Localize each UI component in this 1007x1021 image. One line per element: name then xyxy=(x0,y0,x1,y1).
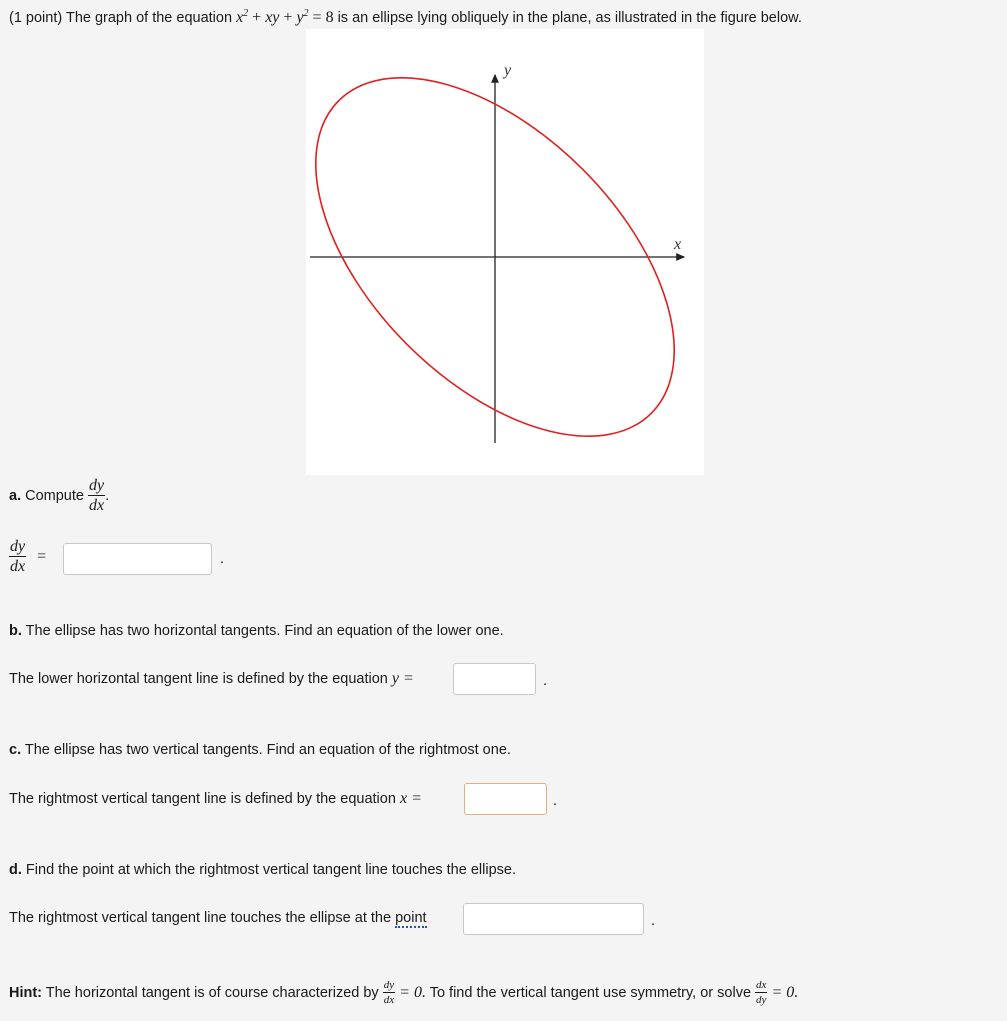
intro-text: (1 point) The graph of the equation xyxy=(9,10,233,26)
hint-fraction-dy-dx: $\frac{dy}{dx}$ xyxy=(383,979,395,1006)
answer-lhs-fraction: $\frac{dy}{dx}$ xyxy=(10,538,26,575)
part-d-question xyxy=(9,862,516,878)
part-d-question-text: Find the point at which the rightmost vertical tangent line touches the ellipse. xyxy=(25,862,516,878)
part-a-prompt: a. Compute $\frac{dy}{dx}$ . xyxy=(9,477,110,514)
ellipse-equation: $x^2$ + xy + $y^2 = 8$ xyxy=(236,8,334,26)
part-c-trailing: . xyxy=(553,793,558,809)
part-b-trailing: . xyxy=(543,673,548,689)
part-d-trailing: . xyxy=(651,913,656,929)
part-b-question xyxy=(9,623,504,639)
part-a-label: a. xyxy=(9,487,22,504)
part-a-prompt-text: Compute xyxy=(25,487,84,504)
ellipse-curve xyxy=(306,29,704,475)
equals-sign: = xyxy=(36,547,47,565)
part-c-question-text: The ellipse has two vertical tangents. Find an equation of the rightmost one. xyxy=(24,742,511,758)
part-c-answer-row xyxy=(9,790,422,808)
hint-text-1: The horizontal tangent is of course characterized by xyxy=(45,984,379,1001)
part-b-label: b. xyxy=(9,623,22,639)
part-b-question-text: The ellipse has two horizontal tangents. Find an equation of the lower one. xyxy=(25,623,504,639)
part-c-question xyxy=(9,742,511,758)
part-c-answer-prefix: The rightmost vertical tangent line is defined by the equation xyxy=(9,791,396,807)
hint-row xyxy=(9,980,798,1006)
part-a-answer-row xyxy=(9,539,47,575)
outro-text: is an ellipse lying obliquely in the plane, as illustrated in the figure below. xyxy=(337,10,802,26)
point-help-link[interactable]: point xyxy=(395,910,427,926)
ellipse-plot xyxy=(306,29,704,475)
equals-sign: = xyxy=(403,670,414,687)
var-x: x xyxy=(399,790,408,807)
problem-statement xyxy=(9,9,802,27)
part-d-answer-row xyxy=(9,910,427,926)
part-a-trailing: . xyxy=(220,551,225,567)
part-c-label: c. xyxy=(9,742,22,758)
answer-input-b[interactable] xyxy=(453,663,536,695)
hint-fraction-dx-dy: $\frac{dx}{dy}$ xyxy=(756,979,767,1006)
answer-input-d[interactable] xyxy=(463,903,644,935)
hint-eq-1: = 0. xyxy=(399,983,426,1001)
part-b-answer-prefix: The lower horizontal tangent line is defined by the equation xyxy=(9,671,388,687)
part-d-label: d. xyxy=(9,862,22,878)
hint-label: Hint: xyxy=(9,984,43,1001)
hint-text-2: To find the vertical tangent use symmetry, or solve xyxy=(429,984,752,1001)
ellipse-figure xyxy=(306,29,704,475)
part-d-answer-prefix: The rightmost vertical tangent line touches the ellipse at the xyxy=(9,910,392,926)
var-y: y xyxy=(391,670,400,687)
dy-dx-fraction: $\frac{dy}{dx}$ xyxy=(89,477,105,514)
answer-input-a[interactable] xyxy=(63,543,212,575)
answer-input-c[interactable] xyxy=(464,783,547,815)
hint-eq-2: = 0. xyxy=(771,983,799,1001)
part-b-answer-row xyxy=(9,670,414,688)
equals-sign: = xyxy=(411,790,422,807)
x-axis-label: x xyxy=(674,236,682,253)
y-axis-label: y xyxy=(504,62,512,79)
